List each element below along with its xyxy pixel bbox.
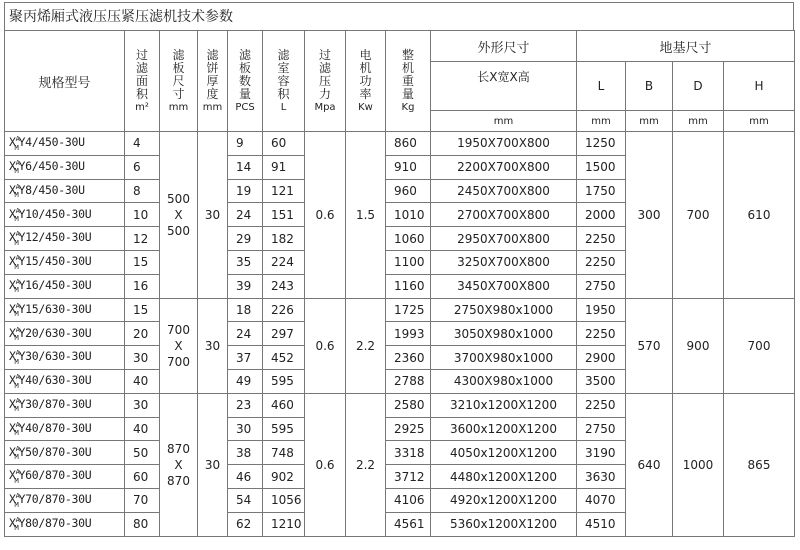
- chamber-volume-cell: 243: [263, 274, 305, 298]
- foundation-D-cell: 1000: [673, 393, 724, 536]
- header-chamber-volume: 滤 室 容 积 L: [263, 31, 305, 132]
- unit-outline: mm: [431, 111, 577, 132]
- cake-thickness-cell: 30: [198, 393, 228, 536]
- model-cell: $X^A_MY15/630-30U$: [5, 298, 125, 322]
- filter-pressure-cell: 0.6: [305, 393, 346, 536]
- foundation-B-cell: 640: [626, 393, 673, 536]
- unit-foundation-B: mm: [626, 111, 673, 132]
- foundation-L-cell: 2250: [577, 322, 626, 346]
- plate-size-cell: 700 X 700: [160, 298, 198, 393]
- filter-area-cell: 8: [125, 179, 160, 203]
- model-prefix: $X^A_M$: [9, 349, 20, 366]
- outline-cell: 1950X700X800: [431, 132, 577, 156]
- outline-cell: 3600x1200X1200: [431, 417, 577, 441]
- unit-foundation-D: mm: [673, 111, 724, 132]
- model-cell: $X^A_MY80/870-30U$: [5, 512, 125, 536]
- header-outline-sub: 长X宽X高: [431, 62, 577, 111]
- outline-cell: 2750X980x1000: [431, 298, 577, 322]
- header-filter-area: 过 滤 面 积 m²: [125, 31, 160, 132]
- model-cell: $X^A_MY70/870-30U$: [5, 488, 125, 512]
- outline-cell: 4920x1200X1200: [431, 488, 577, 512]
- model-cell: $X^A_MY30/870-30U$: [5, 393, 125, 417]
- model-prefix: $X^A_M$: [9, 159, 20, 176]
- plate-count-cell: 9: [228, 132, 263, 156]
- plate-count-cell: 62: [228, 512, 263, 536]
- weight-cell: 1100: [386, 250, 431, 274]
- model-cell: $X^A_MY40/870-30U$: [5, 417, 125, 441]
- foundation-L-cell: 2750: [577, 274, 626, 298]
- plate-size-cell: 870 X 870: [160, 393, 198, 536]
- cake-thickness-cell: 30: [198, 132, 228, 299]
- foundation-L-cell: 1500: [577, 155, 626, 179]
- filter-area-cell: 10: [125, 203, 160, 227]
- weight-cell: 2580: [386, 393, 431, 417]
- unit-foundation-L: mm: [577, 111, 626, 132]
- foundation-L-cell: 4510: [577, 512, 626, 536]
- plate-count-cell: 19: [228, 179, 263, 203]
- model-cell: $X^A_MY16/450-30U$: [5, 274, 125, 298]
- plate-count-cell: 24: [228, 203, 263, 227]
- filter-area-cell: 6: [125, 155, 160, 179]
- outline-cell: 3210x1200X1200: [431, 393, 577, 417]
- foundation-L-cell: 2250: [577, 227, 626, 251]
- foundation-L-cell: 1250: [577, 132, 626, 156]
- chamber-volume-cell: 226: [263, 298, 305, 322]
- model-cell: $X^A_MY6/450-30U$: [5, 155, 125, 179]
- plate-count-cell: 30: [228, 417, 263, 441]
- filter-area-cell: 70: [125, 488, 160, 512]
- header-foundation-H: H: [724, 62, 795, 111]
- foundation-H-cell: 865: [724, 393, 795, 536]
- header-foundation-L: L: [577, 62, 626, 111]
- filter-area-cell: 50: [125, 441, 160, 465]
- weight-cell: 1993: [386, 322, 431, 346]
- spec-table: [4, 30, 795, 537]
- outline-cell: 4050x1200X1200: [431, 441, 577, 465]
- header-foundation-B: B: [626, 62, 673, 111]
- filter-area-cell: 20: [125, 322, 160, 346]
- chamber-volume-cell: 121: [263, 179, 305, 203]
- outline-cell: 3700X980x1000: [431, 346, 577, 370]
- foundation-L-cell: 1950: [577, 298, 626, 322]
- header-cake-thickness: 滤 饼 厚 度 mm: [198, 31, 228, 132]
- table-row: [5, 393, 795, 417]
- chamber-volume-cell: 595: [263, 369, 305, 393]
- unit-foundation-H: mm: [724, 111, 795, 132]
- cake-thickness-cell: 30: [198, 298, 228, 393]
- header-plate-size: 滤 板 尺 寸 mm: [160, 31, 198, 132]
- chamber-volume-cell: 1210: [263, 512, 305, 536]
- header-plate-count: 滤 板 数 量 PCS: [228, 31, 263, 132]
- chamber-volume-cell: 902: [263, 465, 305, 489]
- weight-cell: 3712: [386, 465, 431, 489]
- filter-area-cell: 80: [125, 512, 160, 536]
- model-prefix: $X^A_M$: [9, 206, 20, 223]
- plate-count-cell: 14: [228, 155, 263, 179]
- chamber-volume-cell: 182: [263, 227, 305, 251]
- filter-area-cell: 30: [125, 393, 160, 417]
- model-cell: $X^A_MY50/870-30U$: [5, 441, 125, 465]
- weight-cell: 910: [386, 155, 431, 179]
- weight-cell: 4561: [386, 512, 431, 536]
- foundation-L-cell: 3630: [577, 465, 626, 489]
- filter-area-cell: 40: [125, 417, 160, 441]
- foundation-L-cell: 2250: [577, 393, 626, 417]
- plate-count-cell: 39: [228, 274, 263, 298]
- chamber-volume-cell: 297: [263, 322, 305, 346]
- model-prefix: $X^A_M$: [9, 182, 20, 200]
- foundation-D-cell: 900: [673, 298, 724, 393]
- foundation-L-cell: 2900: [577, 346, 626, 370]
- model-cell: $X^A_MY40/630-30U$: [5, 369, 125, 393]
- foundation-L-cell: 3190: [577, 441, 626, 465]
- plate-count-cell: 38: [228, 441, 263, 465]
- plate-count-cell: 37: [228, 346, 263, 370]
- foundation-L-cell: 2750: [577, 417, 626, 441]
- foundation-L-cell: 2250: [577, 250, 626, 274]
- model-cell: $X^A_MY20/630-30U$: [5, 322, 125, 346]
- plate-count-cell: 18: [228, 298, 263, 322]
- header-filter-pressure: 过 滤 压 力 Mpa: [305, 31, 346, 132]
- outline-cell: 3250X700X800: [431, 250, 577, 274]
- chamber-volume-cell: 1056: [263, 488, 305, 512]
- weight-cell: 2788: [386, 369, 431, 393]
- outline-cell: 2200X700X800: [431, 155, 577, 179]
- outline-cell: 4480x1200X1200: [431, 465, 577, 489]
- chamber-volume-cell: 452: [263, 346, 305, 370]
- motor-power-cell: 1.5: [346, 132, 386, 299]
- weight-cell: 4106: [386, 488, 431, 512]
- outline-cell: 2450X700X800: [431, 179, 577, 203]
- table-row: [5, 132, 795, 156]
- weight-cell: 2925: [386, 417, 431, 441]
- foundation-L-cell: 2000: [577, 203, 626, 227]
- chamber-volume-cell: 748: [263, 441, 305, 465]
- model-prefix: $X^A_M$: [9, 492, 20, 509]
- foundation-L-cell: 3500: [577, 369, 626, 393]
- plate-count-cell: 46: [228, 465, 263, 489]
- model-cell: $X^A_MY8/450-30U$: [5, 179, 125, 203]
- table-title: 聚丙烯厢式液压压紧压滤机技术参数: [4, 2, 794, 30]
- model-prefix: $X^A_M$: [9, 397, 20, 414]
- plate-size-cell: 500 X 500: [160, 132, 198, 299]
- chamber-volume-cell: 91: [263, 155, 305, 179]
- model-prefix: $X^A_M$: [9, 373, 20, 390]
- plate-count-cell: 35: [228, 250, 263, 274]
- model-prefix: $X^A_M$: [9, 254, 20, 271]
- header-model: 规格型号: [5, 31, 125, 132]
- foundation-L-cell: 4070: [577, 488, 626, 512]
- chamber-volume-cell: 60: [263, 132, 305, 156]
- plate-count-cell: 23: [228, 393, 263, 417]
- chamber-volume-cell: 460: [263, 393, 305, 417]
- foundation-L-cell: 1750: [577, 179, 626, 203]
- model-prefix: $X^A_M$: [9, 230, 20, 247]
- outline-cell: 2700X700X800: [431, 203, 577, 227]
- filter-area-cell: 4: [125, 132, 160, 156]
- chamber-volume-cell: 595: [263, 417, 305, 441]
- filter-area-cell: 16: [125, 274, 160, 298]
- filter-area-cell: 15: [125, 298, 160, 322]
- filter-area-cell: 60: [125, 465, 160, 489]
- plate-count-cell: 49: [228, 369, 263, 393]
- weight-cell: 2360: [386, 346, 431, 370]
- header-foundation-D: D: [673, 62, 724, 111]
- plate-count-cell: 54: [228, 488, 263, 512]
- model-prefix: $X^A_M$: [9, 516, 20, 533]
- weight-cell: 1725: [386, 298, 431, 322]
- weight-cell: 1010: [386, 203, 431, 227]
- filter-area-cell: 40: [125, 369, 160, 393]
- foundation-H-cell: 610: [724, 132, 795, 299]
- model-prefix: $X^A_M$: [9, 468, 20, 485]
- plate-count-cell: 24: [228, 322, 263, 346]
- model-cell: $X^A_MY15/450-30U$: [5, 250, 125, 274]
- chamber-volume-cell: 151: [263, 203, 305, 227]
- filter-pressure-cell: 0.6: [305, 298, 346, 393]
- filter-area-cell: 30: [125, 346, 160, 370]
- weight-cell: 1060: [386, 227, 431, 251]
- foundation-B-cell: 570: [626, 298, 673, 393]
- model-cell: $X^A_MY12/450-30U$: [5, 227, 125, 251]
- filter-area-cell: 12: [125, 227, 160, 251]
- foundation-B-cell: 300: [626, 132, 673, 299]
- model-cell: $X^A_MY10/450-30U$: [5, 203, 125, 227]
- model-cell: $X^A_MY60/870-30U$: [5, 465, 125, 489]
- chamber-volume-cell: 224: [263, 250, 305, 274]
- table-row: [5, 298, 795, 322]
- outline-cell: 5360x1200X1200: [431, 512, 577, 536]
- weight-cell: 1160: [386, 274, 431, 298]
- model-prefix: $X^A_M$: [9, 135, 20, 152]
- header-foundation: 地基尺寸: [577, 31, 795, 62]
- foundation-H-cell: 700: [724, 298, 795, 393]
- header-motor-power: 电 机 功 率 Kw: [346, 31, 386, 132]
- header-outline: 外形尺寸: [431, 31, 577, 62]
- weight-cell: 860: [386, 132, 431, 156]
- model-prefix: $X^A_M$: [9, 278, 20, 295]
- model-cell: $X^A_MY4/450-30U$: [5, 132, 125, 156]
- model-prefix: $X^A_M$: [9, 301, 20, 319]
- filter-pressure-cell: 0.6: [305, 132, 346, 299]
- outline-cell: 2950X700X800: [431, 227, 577, 251]
- outline-cell: 3050X980x1000: [431, 322, 577, 346]
- model-prefix: $X^A_M$: [9, 325, 20, 342]
- motor-power-cell: 2.2: [346, 393, 386, 536]
- weight-cell: 3318: [386, 441, 431, 465]
- motor-power-cell: 2.2: [346, 298, 386, 393]
- header-weight: 整 机 重 量 Kg: [386, 31, 431, 132]
- model-cell: $X^A_MY30/630-30U$: [5, 346, 125, 370]
- spec-table-body: [5, 132, 795, 537]
- outline-cell: 3450X700X800: [431, 274, 577, 298]
- weight-cell: 960: [386, 179, 431, 203]
- spec-sheet: [4, 2, 794, 537]
- model-prefix: $X^A_M$: [9, 444, 20, 461]
- model-prefix: $X^A_M$: [9, 420, 20, 438]
- plate-count-cell: 29: [228, 227, 263, 251]
- outline-cell: 4300X980x1000: [431, 369, 577, 393]
- filter-area-cell: 15: [125, 250, 160, 274]
- foundation-D-cell: 700: [673, 132, 724, 299]
